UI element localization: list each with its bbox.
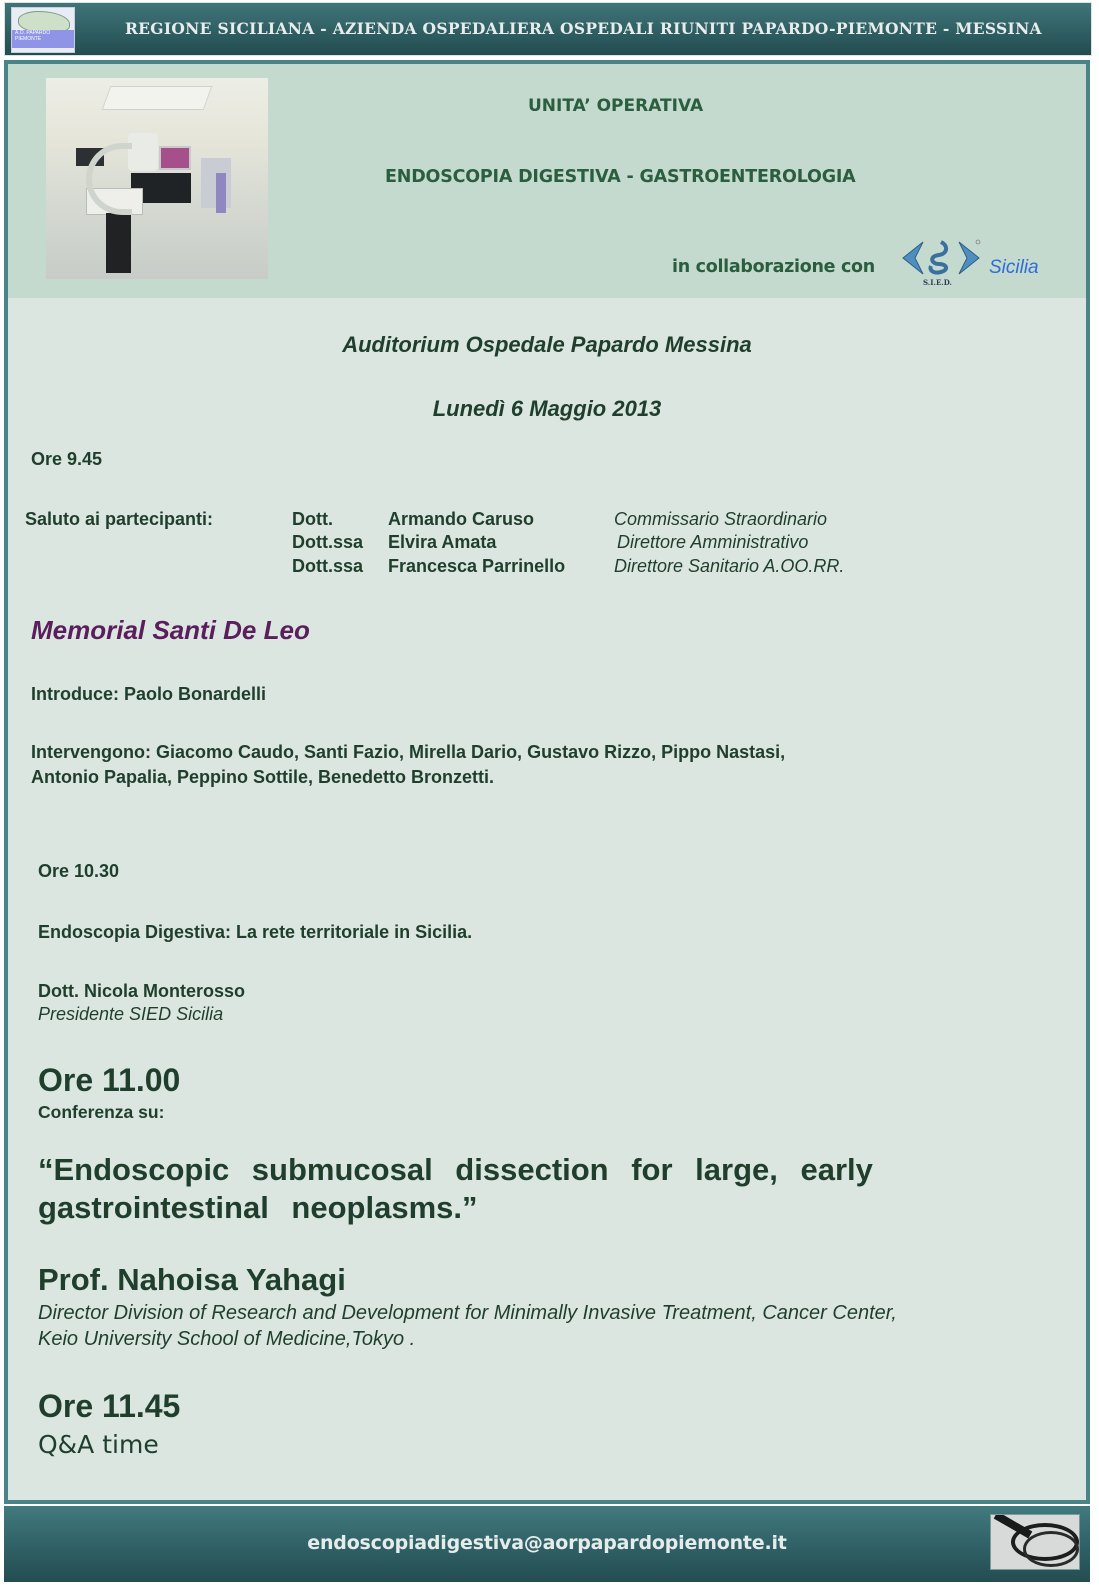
session2-speaker: Dott. Nicola Monterosso <box>38 981 246 1001</box>
contact-email[interactable]: endoscopiadigestiva@aorpapardopiemonte.it <box>307 1532 787 1554</box>
endoscopy-room-photo <box>46 78 268 279</box>
unit-label: UNITA’ OPERATIVA <box>528 96 704 116</box>
greeter-role: Direttore Amministrativo <box>617 532 809 552</box>
lecturer-role-line-1: Director Division of Research and Development for Minimally Invasive Treatment, Cancer Center, <box>38 1302 897 1324</box>
header-panel <box>8 64 1086 298</box>
lecture-title-line-1: “Endoscopic submucosal dissection for large, early <box>38 1152 873 1187</box>
flyer-frame <box>4 60 1090 1504</box>
lecturer-role-line-2: Keio University School of Medicine,Tokyo . <box>38 1328 416 1350</box>
top-banner <box>4 2 1092 56</box>
session4-time: Ore 11.45 <box>38 1388 181 1424</box>
introducer: Introduce: Paolo Bonardelli <box>31 684 267 704</box>
greeter-role: Commissario Straordinario <box>614 509 828 529</box>
session4-label: Q&A time <box>38 1430 159 1459</box>
event-date: Lunedì 6 Maggio 2013 <box>432 396 662 421</box>
sied-text: S.I.E.D. <box>923 278 952 287</box>
lecture-title-line-2: gastrointestinal neoplasms.” <box>38 1190 478 1225</box>
unit-name: ENDOSCOPIA DIGESTIVA - GASTROENTEROLOGIA <box>385 167 856 187</box>
greeter-name: Francesca Parrinello <box>388 556 566 576</box>
speakers-line-2: Antonio Papalia, Peppino Sottile, Benedetto Bronzetti. <box>31 767 495 787</box>
greeter-role: Direttore Sanitario A.OO.RR. <box>614 556 845 576</box>
logo-text: A.O. PAPARDO PIEMONTE <box>15 30 51 42</box>
hospital-logo <box>11 7 75 53</box>
collaboration-label: in collaborazione con <box>672 257 875 277</box>
lecturer-name: Prof. Nahoisa Yahagi <box>38 1262 346 1297</box>
session2-topic: Endoscopia Digestiva: La rete territoriale in Sicilia. <box>38 922 473 942</box>
memorial-title: Memorial Santi De Leo <box>31 615 310 645</box>
greeter-title: Dott.ssa <box>292 532 364 552</box>
session3-label: Conferenza su: <box>38 1102 165 1122</box>
sied-logo-icon <box>901 238 981 288</box>
session1-time: Ore 9.45 <box>31 449 103 469</box>
endoscope-photo <box>990 1514 1080 1570</box>
session1-label: Saluto ai partecipanti: <box>25 509 214 529</box>
session3-time: Ore 11.00 <box>38 1062 181 1098</box>
greeter-name: Elvira Amata <box>388 532 497 552</box>
venue: Auditorium Ospedale Papardo Messina <box>342 332 752 357</box>
greeter-title: Dott. <box>292 509 333 529</box>
speakers-line-1: Intervengono: Giacomo Caudo, Santi Fazio, Mirella Dario, Gustavo Rizzo, Pippo Nastasi, <box>31 742 786 762</box>
footer-bar <box>4 1506 1090 1582</box>
sicilia-label: Sicilia <box>989 257 1039 278</box>
greeter-name: Armando Caruso <box>388 509 535 529</box>
greeter-title: Dott.ssa <box>292 556 364 576</box>
session2-time: Ore 10.30 <box>38 861 120 881</box>
session2-role: Presidente SIED Sicilia <box>38 1004 224 1024</box>
banner-title: REGIONE SICILIANA - AZIENDA OSPEDALIERA OSPEDALI RIUNITI PAPARDO-PIEMONTE - MESSINA <box>125 19 1042 38</box>
